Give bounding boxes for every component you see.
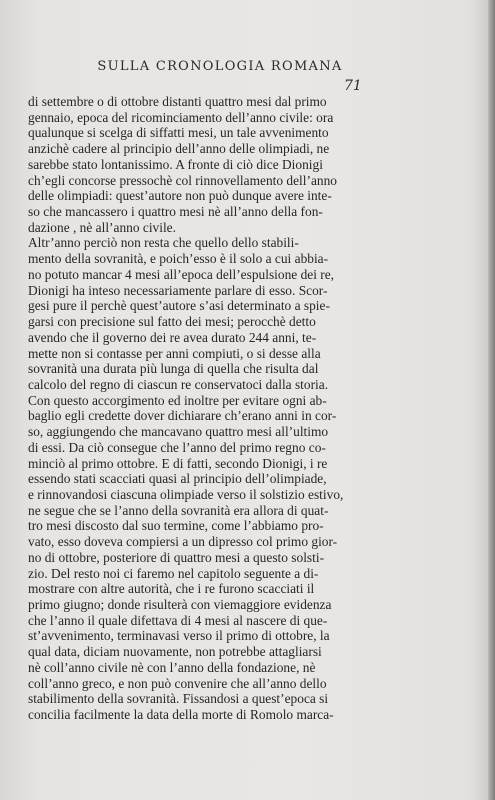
- text-line: e rinnovandosi ciascuna olimpiade verso il solstizio estivo,: [28, 486, 344, 502]
- text-line: di settembre o di ottobre distanti quattro mesi dal primo: [28, 94, 327, 109]
- text-line: concilia facilmente la data della morte di Romolo marca-: [28, 707, 334, 723]
- text-line: essendo stati scacciati quasi al principio dell’olimpiade,: [28, 471, 327, 487]
- text-line: dazione , nè all’anno civile.: [28, 219, 176, 235]
- text-line: calcolo del regno di ciascun re conservatoci dalla storia.: [28, 376, 329, 392]
- text-line: no potuto mancar 4 mesi all’epoca dell’espulsione dei re,: [28, 266, 335, 282]
- text-line: nè coll’anno civile nè con l’anno della fondazione, nè: [28, 659, 316, 675]
- text-line: coll’anno greco, e non può convenire che all’anno dello: [28, 675, 327, 691]
- text-line: ne segue che se l’anno della sovranità era allora di quat-: [28, 502, 329, 518]
- text-line: vato, esso doveva compiersi a un dipresso col primo gior-: [28, 534, 338, 550]
- text-line: di essi. Da ciò consegue che l’anno del primo regno co-: [28, 439, 326, 455]
- text-line: garsi con precisione sul fatto dei mesi; perocchè detto: [28, 314, 316, 330]
- text-line: ch’egli concorse pressochè col rinnovellamento dell’anno: [28, 172, 337, 188]
- text-line: Altr’anno perciò non resta che quello dello stabili-: [28, 235, 299, 251]
- text-line: so, aggiungendo che mancavano quattro mesi all’ultimo: [28, 424, 329, 440]
- text-line: gennaio, epoca del ricominciamento dell’anno civile: ora: [28, 109, 334, 125]
- text-line: delle olimpiadi: quest’autore non può dunque avere inte-: [28, 188, 332, 204]
- text-line: qualunque si scelga di siffatti mesi, un tale avvenimento: [28, 125, 329, 141]
- text-line: che l’anno il quale difettava di 4 mesi al nascere di que-: [28, 612, 328, 628]
- running-title: SULLA CRONOLOGIA ROMANA: [97, 59, 343, 74]
- text-line: sarebbe stato lontanissimo. A fronte di ciò dice Dionigi: [28, 156, 323, 172]
- text-line: qual data, diciam nuovamente, non potrebbe attagliarsi: [28, 644, 322, 660]
- text-line: anzichè caderе al principio dell’anno delle olimpiadi, ne: [28, 141, 330, 157]
- text-line: avendo che il governo dei re avea durato 244 anni, te-: [28, 329, 317, 345]
- text-line: no di ottobre, posteriore di quattro mesi a questo solsti-: [28, 549, 325, 565]
- text-line: baglio egli credette dover dichiarare ch’erano anni in cor-: [28, 408, 337, 424]
- text-line: primo giugno; donde risulterà con viemaggiore evidenza: [28, 597, 332, 612]
- page-number: 71: [344, 78, 362, 94]
- text-line: tro mesi discosto dal suo termine, come l’abbiamo pro-: [28, 518, 324, 534]
- text-line: so che mancassero i quattro mesi nè all’anno della fon-: [28, 204, 323, 220]
- text-line: st’avvenimento, terminavasi verso il primo di ottobre, la: [28, 628, 330, 644]
- text-line: gesi pure il perchè quest’autore s’asi determinato a spie-: [28, 298, 330, 314]
- text-line: sovranità una durata più lunga di quella che risulta dal: [28, 361, 319, 377]
- body-text: [28, 94, 360, 723]
- text-line: Dionigi ha inteso necessariamente parlare di esso. Scor-: [28, 282, 328, 298]
- text-line: zio. Del resto noi ci faremo nel capitolo seguente a di-: [28, 565, 319, 581]
- text-line: stabilimento della sovranità. Fissandosi a quest’epoca si: [28, 691, 329, 707]
- text-line: Con questo accorgimento ed inoltre per evitare ogni ab-: [28, 392, 327, 408]
- text-line: mette non si contasse per anni compiuti, o si desse alla: [28, 345, 321, 361]
- text-line: mento della sovranità, e poich’esso è il solo a cui abbia-: [28, 251, 329, 267]
- text-line: mostrare con altre autorità, che i re furono scacciati il: [28, 581, 315, 597]
- page-edge-shadow: [488, 0, 495, 800]
- text-line: minciò al primo ottobre. E di fatti, secondo Dionigi, i re: [28, 455, 328, 471]
